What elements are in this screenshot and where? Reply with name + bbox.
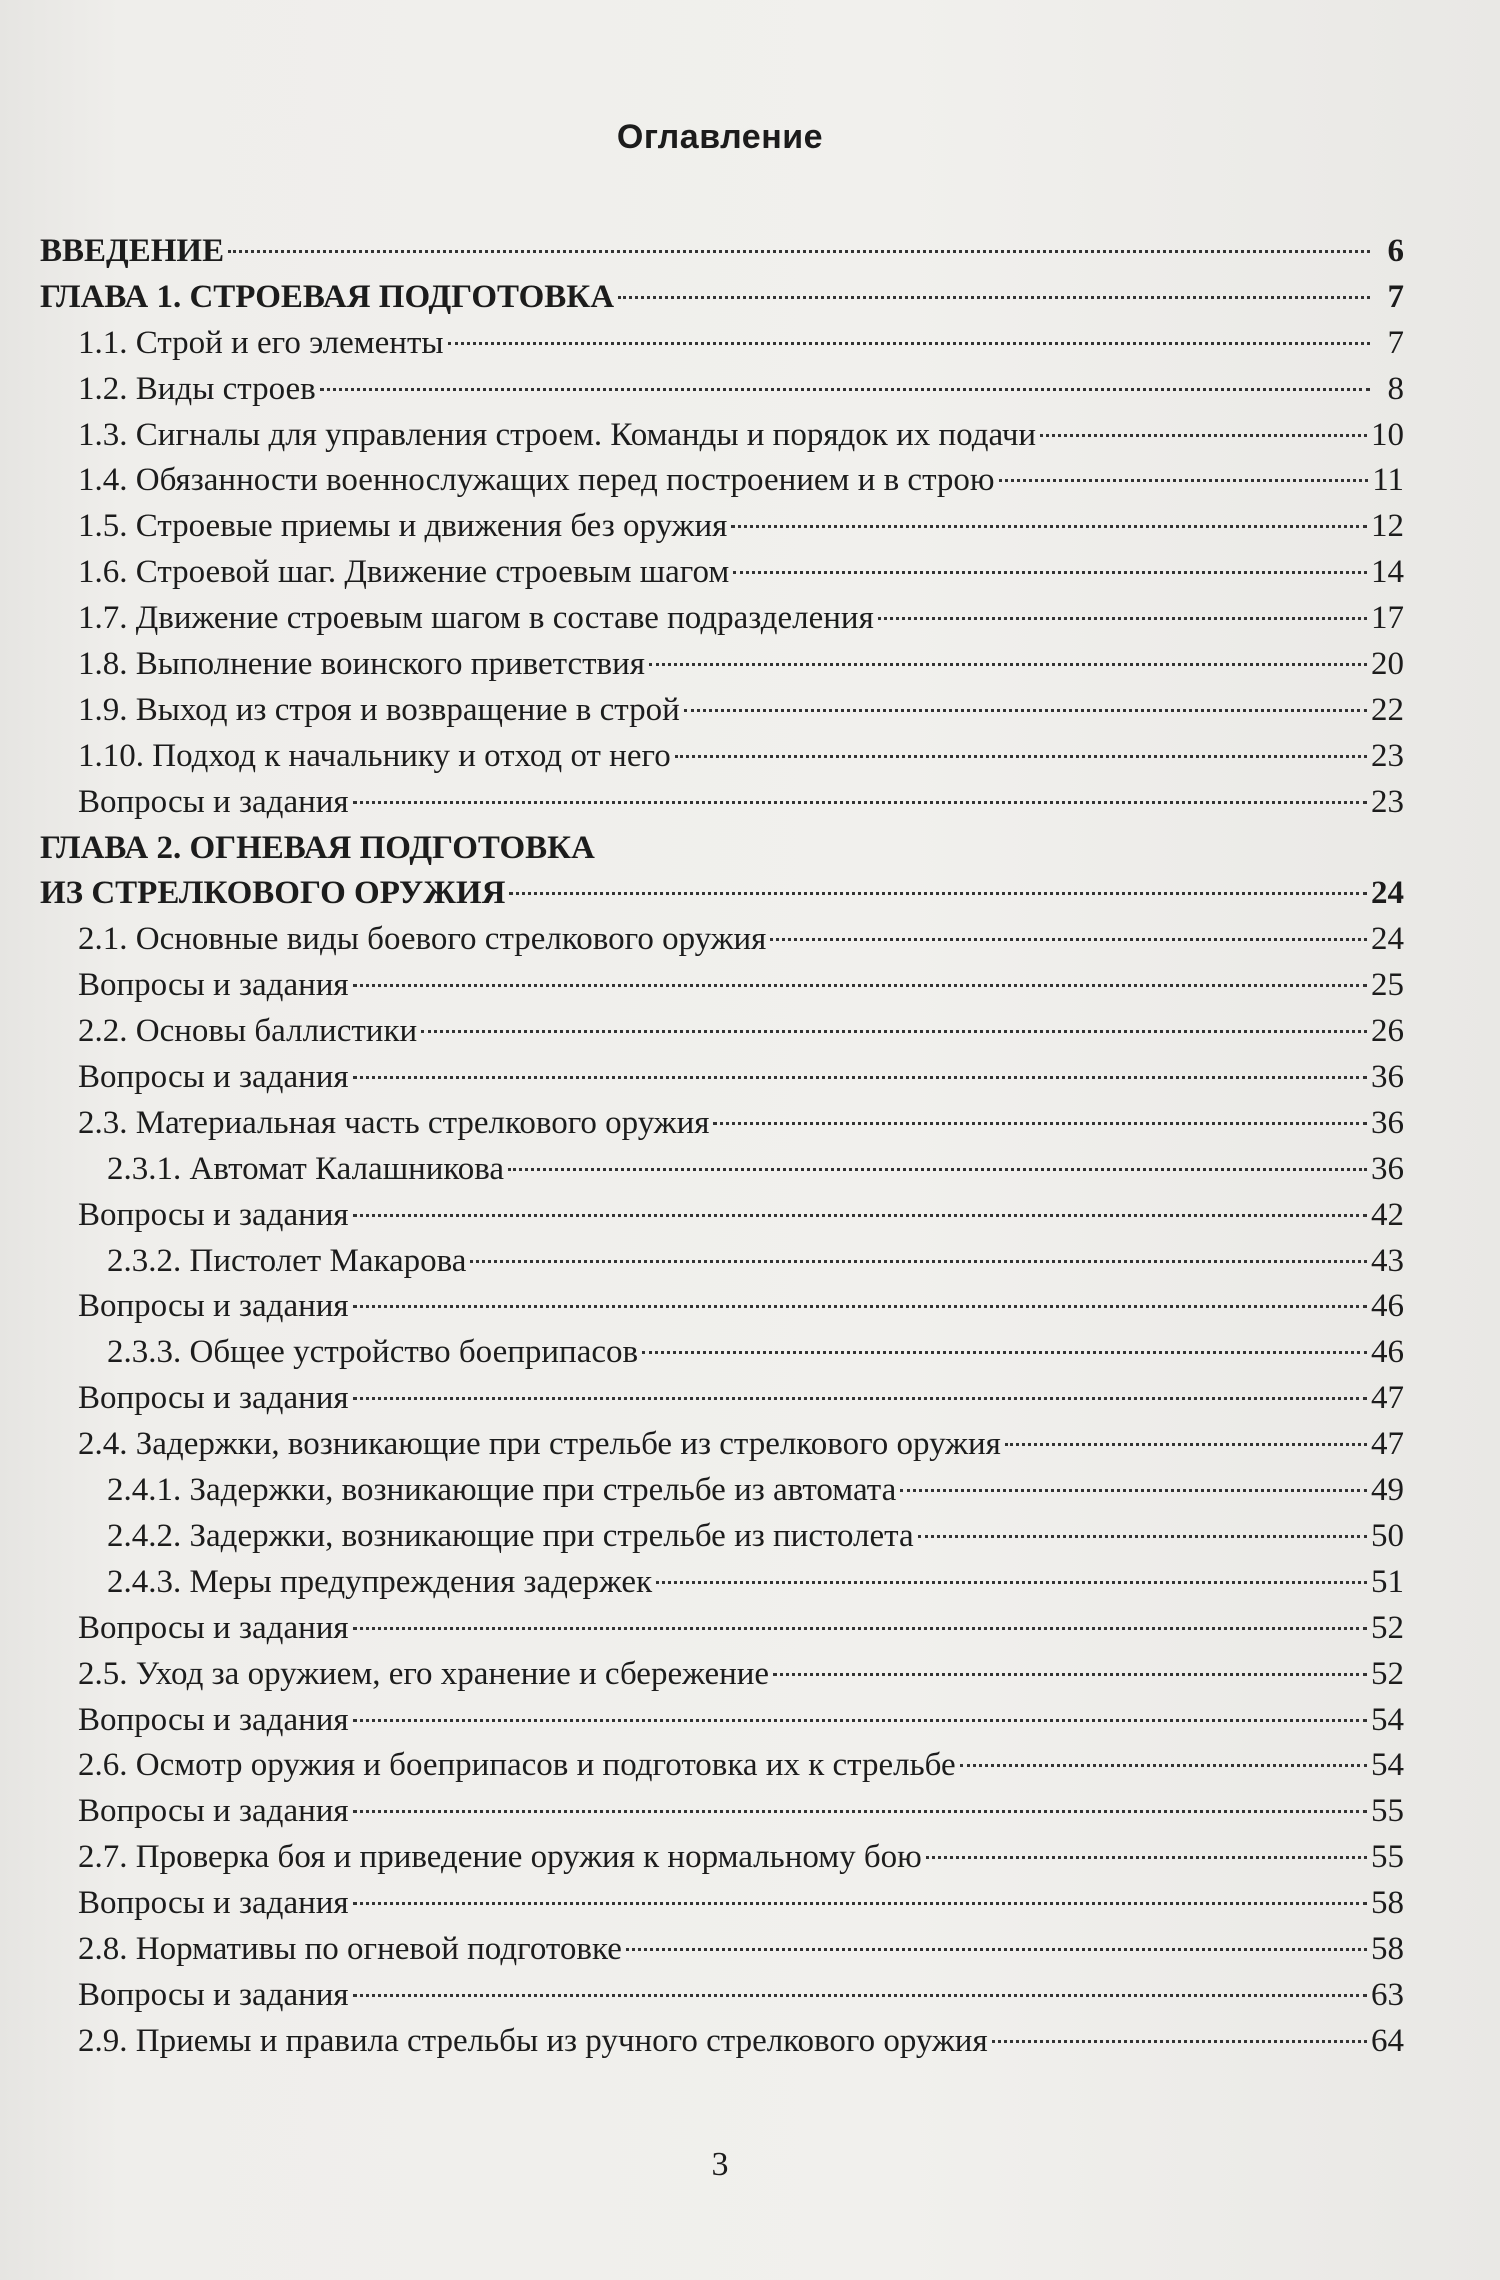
toc-entry <box>40 826 1404 872</box>
toc-entry-page: 42 <box>1371 1196 1404 1233</box>
toc-entry-label: 2.3.1. Автомат Калашникова <box>107 1150 505 1187</box>
dot-leader <box>992 2040 1367 2043</box>
toc-entry-page: 58 <box>1371 1885 1404 1922</box>
toc-entry <box>40 1330 1404 1376</box>
dot-leader <box>733 571 1367 574</box>
toc-entry-page: 23 <box>1371 737 1404 774</box>
toc-entry-page: 23 <box>1371 783 1404 820</box>
toc-entry-label: 1.9. Выход из строя и возвращение в строй <box>78 691 680 728</box>
toc-entry <box>40 1973 1404 2019</box>
dot-leader <box>353 1627 1367 1630</box>
toc-entry-page: 10 <box>1371 416 1404 453</box>
dot-leader <box>320 388 1370 391</box>
dot-leader <box>353 1076 1367 1079</box>
toc-entry-label: ИЗ СТРЕЛКОВОГО ОРУЖИЯ <box>40 875 506 912</box>
dot-leader <box>684 709 1367 712</box>
dot-leader <box>509 892 1367 895</box>
toc-entry-label: Вопросы и задания <box>78 1380 349 1417</box>
toc-entry-page: 20 <box>1371 646 1404 683</box>
dot-leader <box>353 1305 1367 1308</box>
toc-entry <box>40 2019 1404 2065</box>
toc-entry-label: 2.4.3. Меры предупреждения задержек <box>107 1563 653 1600</box>
toc-entry-label: Вопросы и задания <box>78 1885 349 1922</box>
toc-entry <box>40 1927 1404 1973</box>
toc-entry <box>40 1743 1404 1789</box>
toc-entry-page: 49 <box>1371 1472 1404 1509</box>
toc-entry-page: 26 <box>1371 1013 1404 1050</box>
toc-entry-label: 2.3. Материальная часть стрелкового оружия <box>78 1104 710 1141</box>
toc-entry-page: 63 <box>1371 1976 1404 2013</box>
toc-entry-page: 52 <box>1371 1655 1404 1692</box>
dot-leader <box>900 1489 1367 1492</box>
dot-leader <box>926 1856 1367 1859</box>
toc-entry <box>40 458 1404 504</box>
table-of-contents <box>40 229 1404 2065</box>
toc-entry-label: Вопросы и задания <box>78 1609 349 1646</box>
dot-leader <box>353 1994 1367 1997</box>
toc-entry-page: 36 <box>1371 1104 1404 1141</box>
toc-entry <box>40 1009 1404 1055</box>
toc-entry-page: 43 <box>1371 1242 1404 1279</box>
toc-entry <box>40 413 1404 459</box>
toc-entry-page: 12 <box>1371 508 1404 545</box>
toc-entry <box>40 734 1404 780</box>
dot-leader <box>731 525 1367 528</box>
toc-entry-label: 1.2. Виды строев <box>78 370 316 407</box>
dot-leader <box>626 1948 1367 1951</box>
toc-entry <box>40 1514 1404 1560</box>
toc-entry-page: 58 <box>1371 1930 1404 1967</box>
toc-entry <box>40 367 1404 413</box>
dot-leader <box>656 1581 1367 1584</box>
toc-entry-label: 2.9. Приемы и правила стрельбы из ручного стрелкового оружия <box>78 2022 988 2059</box>
toc-entry <box>40 229 1404 275</box>
toc-entry-label: Вопросы и задания <box>78 783 349 820</box>
toc-entry-page: 51 <box>1371 1563 1404 1600</box>
toc-entry-label: 1.3. Сигналы для управления строем. Команды и порядок их подачи <box>78 416 1037 453</box>
toc-entry-label: Вопросы и задания <box>78 1288 349 1325</box>
dot-leader <box>675 755 1367 758</box>
toc-entry-page: 8 <box>1387 370 1404 407</box>
toc-entry <box>40 1606 1404 1652</box>
toc-entry <box>40 1055 1404 1101</box>
toc-entry-page: 22 <box>1371 691 1404 728</box>
toc-entry <box>40 1193 1404 1239</box>
toc-entry-label: 2.2. Основы баллистики <box>78 1013 418 1050</box>
toc-entry-label: Вопросы и задания <box>78 1059 349 1096</box>
toc-entry-page: 36 <box>1371 1150 1404 1187</box>
toc-entry-page: 47 <box>1371 1426 1404 1463</box>
toc-entry-label: 1.8. Выполнение воинского приветствия <box>78 646 645 683</box>
toc-entry-label: 1.6. Строевой шаг. Движение строевым шагом <box>78 554 730 591</box>
toc-entry-label: 2.8. Нормативы по огневой подготовке <box>78 1930 622 1967</box>
toc-entry-page: 52 <box>1371 1609 1404 1646</box>
toc-entry <box>40 1422 1404 1468</box>
toc-entry <box>40 642 1404 688</box>
toc-entry <box>40 871 1404 917</box>
toc-entry <box>40 1560 1404 1606</box>
dot-leader <box>618 296 1370 299</box>
toc-entry-label: Вопросы и задания <box>78 1976 349 2013</box>
toc-entry <box>40 1835 1404 1881</box>
toc-entry-label: 1.4. Обязанности военнослужащих перед построением и в строю <box>78 462 995 499</box>
toc-entry <box>40 1101 1404 1147</box>
dot-leader <box>999 479 1369 482</box>
toc-entry-label: 1.5. Строевые приемы и движения без оружия <box>78 508 728 545</box>
toc-entry <box>40 1652 1404 1698</box>
toc-entry <box>40 1881 1404 1927</box>
dot-leader <box>470 1260 1367 1263</box>
toc-entry <box>40 1698 1404 1744</box>
toc-entry-label: 1.1. Строй и его элементы <box>78 324 444 361</box>
toc-entry-page: 24 <box>1371 921 1404 958</box>
toc-entry-page: 54 <box>1371 1701 1404 1738</box>
toc-entry-label: 2.4.1. Задержки, возникающие при стрельбе из автомата <box>107 1472 897 1509</box>
toc-entry-label: 2.4. Задержки, возникающие при стрельбе из стрелкового оружия <box>78 1426 1001 1463</box>
toc-entry-label: Вопросы и задания <box>78 1196 349 1233</box>
dot-leader <box>713 1122 1367 1125</box>
toc-entry-label: Вопросы и задания <box>78 1793 349 1830</box>
toc-entry-label: 2.3.3. Общее устройство боеприпасов <box>107 1334 639 1371</box>
toc-entry-label: 2.4.2. Задержки, возникающие при стрельбе из пистолета <box>107 1517 914 1554</box>
dot-leader <box>770 938 1367 941</box>
toc-entry-page: 17 <box>1371 600 1404 637</box>
toc-entry-page: 6 <box>1387 233 1404 269</box>
dot-leader <box>353 1810 1367 1813</box>
toc-entry-page: 55 <box>1371 1839 1404 1876</box>
toc-entry <box>40 780 1404 826</box>
dot-leader <box>353 984 1367 987</box>
dot-leader <box>1040 434 1367 437</box>
toc-entry-page: 50 <box>1371 1517 1404 1554</box>
toc-entry <box>40 1239 1404 1285</box>
toc-entry-label: 2.6. Осмотр оружия и боеприпасов и подготовка их к стрельбе <box>78 1747 956 1784</box>
dot-leader <box>353 801 1367 804</box>
toc-entry-page: 46 <box>1371 1334 1404 1371</box>
dot-leader <box>448 342 1370 345</box>
dot-leader <box>918 1535 1367 1538</box>
dot-leader <box>353 1214 1367 1217</box>
toc-entry-page: 46 <box>1371 1288 1404 1325</box>
toc-entry-page: 54 <box>1371 1747 1404 1784</box>
toc-entry-label: ГЛАВА 1. СТРОЕВАЯ ПОДГОТОВКА <box>40 278 615 315</box>
dot-leader <box>1005 1443 1367 1446</box>
dot-leader <box>773 1673 1367 1676</box>
toc-entry-label: ГЛАВА 2. ОГНЕВАЯ ПОДГОТОВКА <box>40 829 595 866</box>
toc-entry <box>40 917 1404 963</box>
toc-entry-page: 7 <box>1387 324 1404 361</box>
toc-entry-label: 2.1. Основные виды боевого стрелкового оружия <box>78 921 767 958</box>
toc-entry-page: 7 <box>1387 278 1404 315</box>
dot-leader <box>228 250 1370 253</box>
dot-leader <box>353 1397 1367 1400</box>
dot-leader <box>642 1351 1367 1354</box>
toc-entry-label: 1.10. Подход к начальнику и отход от него <box>78 737 671 774</box>
toc-entry <box>40 275 1404 321</box>
toc-entry-label: 2.5. Уход за оружием, его хранение и сбережение <box>78 1655 770 1692</box>
page-title: Оглавление <box>616 118 824 156</box>
toc-entry-label: ВВЕДЕНИЕ <box>40 233 225 269</box>
toc-entry <box>40 1468 1404 1514</box>
page-number: 3 <box>711 2146 729 2183</box>
dot-leader <box>353 1902 1367 1905</box>
toc-entry-page: 36 <box>1371 1059 1404 1096</box>
toc-entry <box>40 321 1404 367</box>
toc-entry-page: 25 <box>1371 967 1404 1004</box>
dot-leader <box>960 1764 1367 1767</box>
dot-leader <box>878 617 1367 620</box>
toc-entry <box>40 1789 1404 1835</box>
dot-leader <box>649 663 1367 666</box>
dot-leader <box>421 1030 1367 1033</box>
toc-entry-page: 11 <box>1372 462 1404 499</box>
toc-entry-label: 2.3.2. Пистолет Макарова <box>107 1242 467 1279</box>
toc-entry-page: 55 <box>1371 1793 1404 1830</box>
dot-leader <box>508 1168 1367 1171</box>
toc-entry <box>40 504 1404 550</box>
toc-entry-label: 1.7. Движение строевым шагом в составе подразделения <box>78 600 874 637</box>
toc-entry <box>40 1147 1404 1193</box>
toc-entry <box>40 550 1404 596</box>
toc-entry <box>40 963 1404 1009</box>
toc-entry-label: 2.7. Проверка боя и приведение оружия к нормальному бою <box>78 1839 922 1876</box>
toc-entry-page: 47 <box>1371 1380 1404 1417</box>
toc-entry-label: Вопросы и задания <box>78 967 349 1004</box>
toc-entry-page: 64 <box>1371 2022 1404 2059</box>
dot-leader <box>353 1719 1367 1722</box>
toc-entry-label: Вопросы и задания <box>78 1701 349 1738</box>
toc-entry-page: 14 <box>1371 554 1404 591</box>
toc-entry <box>40 688 1404 734</box>
toc-entry-page: 24 <box>1371 875 1404 912</box>
toc-entry <box>40 596 1404 642</box>
toc-entry <box>40 1284 1404 1330</box>
toc-entry <box>40 1376 1404 1422</box>
